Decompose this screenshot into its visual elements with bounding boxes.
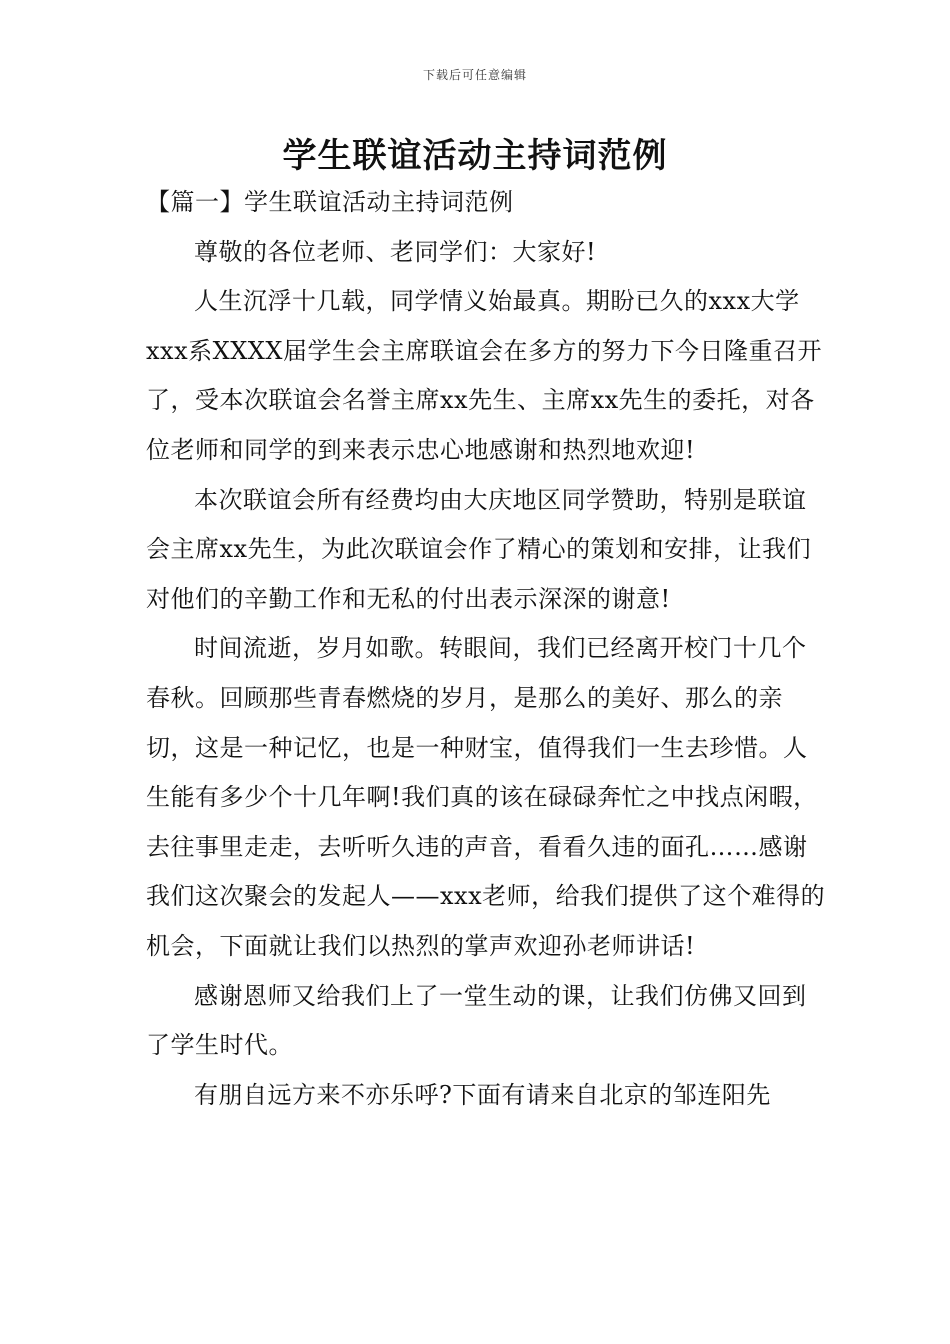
paragraph-greeting: 尊敬的各位老师、老同学们：大家好! bbox=[194, 237, 597, 266]
document-body bbox=[146, 178, 826, 1120]
paragraph-opening: 人生沉浮十几载，同学情义始最真。期盼已久的xxx大学xxx系XXXX届学生会主席联谊会在多方的努力下今日隆重召开了，受本次联谊会名誉主席xx先生、主席xx先生的委托，对各位老师和同学的到来表示忠心地感谢和热烈地欢迎! bbox=[146, 287, 822, 464]
paragraph-thanks-teacher: 感谢恩师又给我们上了一堂生动的课，让我们仿佛又回到了学生时代。 bbox=[146, 981, 807, 1060]
paragraph-thanks-sponsors: 本次联谊会所有经费均由大庆地区同学赞助，特别是联谊会主席xx先生，为此次联谊会作了精心的策划和安排，让我们对他们的辛勤工作和无私的付出表示深深的谢意! bbox=[146, 485, 812, 613]
document-title: 学生联谊活动主持词范例 bbox=[282, 136, 668, 176]
paragraph-next-speaker: 有朋自远方来不亦乐呼?下面有请来自北京的邹连阳先 bbox=[194, 1080, 771, 1109]
section-heading: 【篇一】学生联谊活动主持词范例 bbox=[146, 188, 514, 216]
paragraph-reminiscence: 时间流逝，岁月如歌。转眼间，我们已经离开校门十几个春秋。回顾那些青春燃烧的岁月，是那么的美好、那么的亲切，这是一种记忆，也是一种财宝，值得我们一生去珍惜。人生能有多少个十几年啊!我们真的该在碌碌奔忙之中找点闲暇，去往事里走走，去听听久违的声音，看看久违的面孔……感谢我们这次聚会的发起人——xxx老师，给我们提供了这个难得的机会，下面就让我们以热烈的掌声欢迎孙老师讲话! bbox=[146, 634, 826, 960]
header-watermark: 下载后可任意编辑 bbox=[422, 68, 527, 82]
